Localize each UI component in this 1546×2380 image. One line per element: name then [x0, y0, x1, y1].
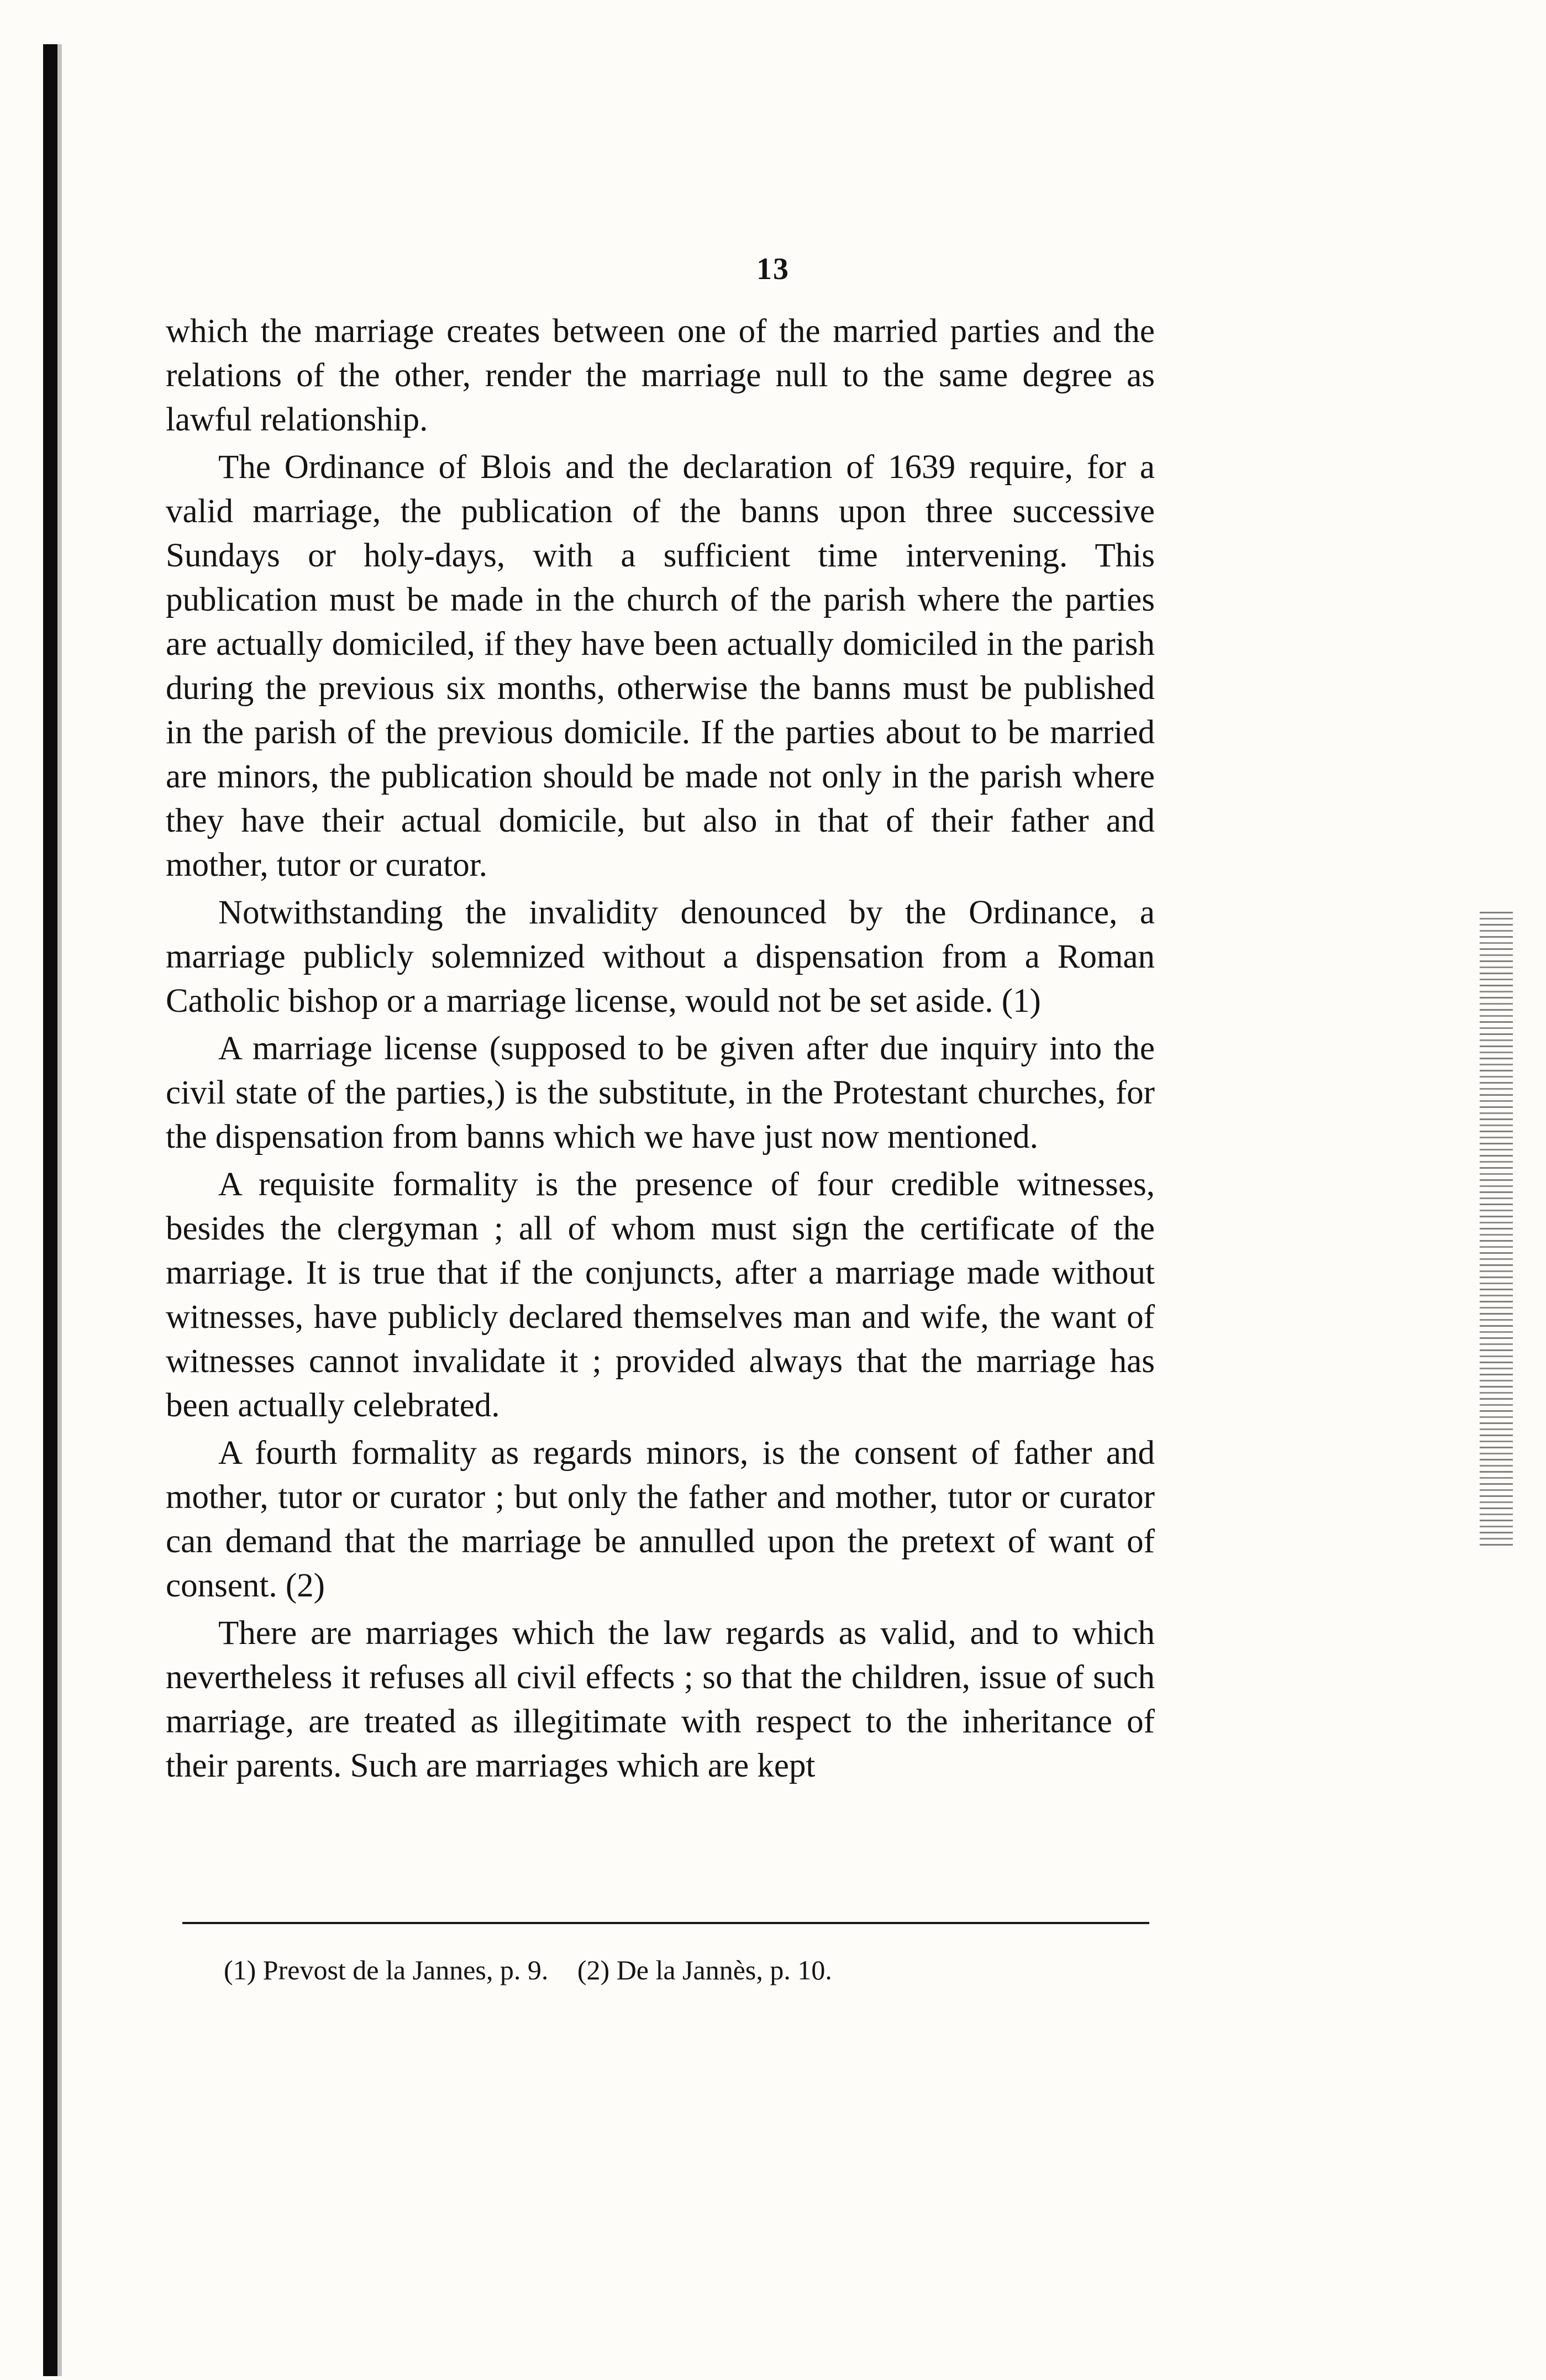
footnote-2: (2) De la Jannès, p. 10.: [577, 1955, 832, 1985]
paragraph-7: There are marriages which the law regards as valid, and to which nevertheless it refuses all civil effects ; so that the children, issue of such marriage, are treated as illegitimate with respect to the inheritance of their parents. Such are marriages which are kept: [166, 1615, 1155, 1784]
binding-edge: [43, 44, 57, 2376]
binding-shadow: [57, 44, 62, 2376]
margin-scan-noise: [1480, 912, 1513, 1547]
paragraph-1: which the marriage creates between one of the married parties and the relations of the other, render the marriage null to the same degree as lawful relationship.: [166, 313, 1155, 438]
body-text: [166, 309, 1155, 1791]
page-number: 13: [756, 252, 790, 286]
paragraph-2: The Ordinance of Blois and the declaration of 1639 require, for a valid marriage, the publication of the banns upon three successive Sundays or holy-days, with a sufficient time intervening. This publication must be made in the church of the parish where the parties are actually domiciled, if they have been actually domiciled in the parish during the previous six months, otherwise the banns must be published in the parish of the previous domicile. If the parties about to be married are minors, the publication should be made not only in the parish where they have their actual domicile, but also in that of their father and mother, tutor or curator.: [166, 449, 1155, 884]
paragraph-6: A fourth formality as regards minors, is the consent of father and mother, tutor or curator ; but only the father and mother, tutor or curator can demand that the marriage be annulled upon the pretext of want of consent. (2): [166, 1435, 1155, 1604]
footnote-divider: [182, 1922, 1149, 1924]
paragraph-3: Notwithstanding the invalidity denounced by the Ordinance, a marriage publicly solemnized without a dispensation from a Roman Catholic bishop or a marriage license, would not be set aside. (1): [166, 894, 1155, 1020]
paragraph-5: A requisite formality is the presence of four credible witnesses, besides the clergyman ; all of whom must sign the certificate of the marriage. It is true that if the conjuncts, after a marriage made without witnesses, have publicly declared themselves man and wife, the want of witnesses cannot invalidate it ; provided always that the marriage has been actually celebrated.: [166, 1166, 1155, 1424]
footnote-1: (1) Prevost de la Jannes, p. 9.: [224, 1955, 549, 1985]
paragraph-4: A marriage license (supposed to be given after due inquiry into the civil state of the parties,) is the substitute, in the Protestant churches, for the dispensation from banns which we have just now mentioned.: [166, 1030, 1155, 1155]
footnotes: [224, 1951, 854, 1989]
